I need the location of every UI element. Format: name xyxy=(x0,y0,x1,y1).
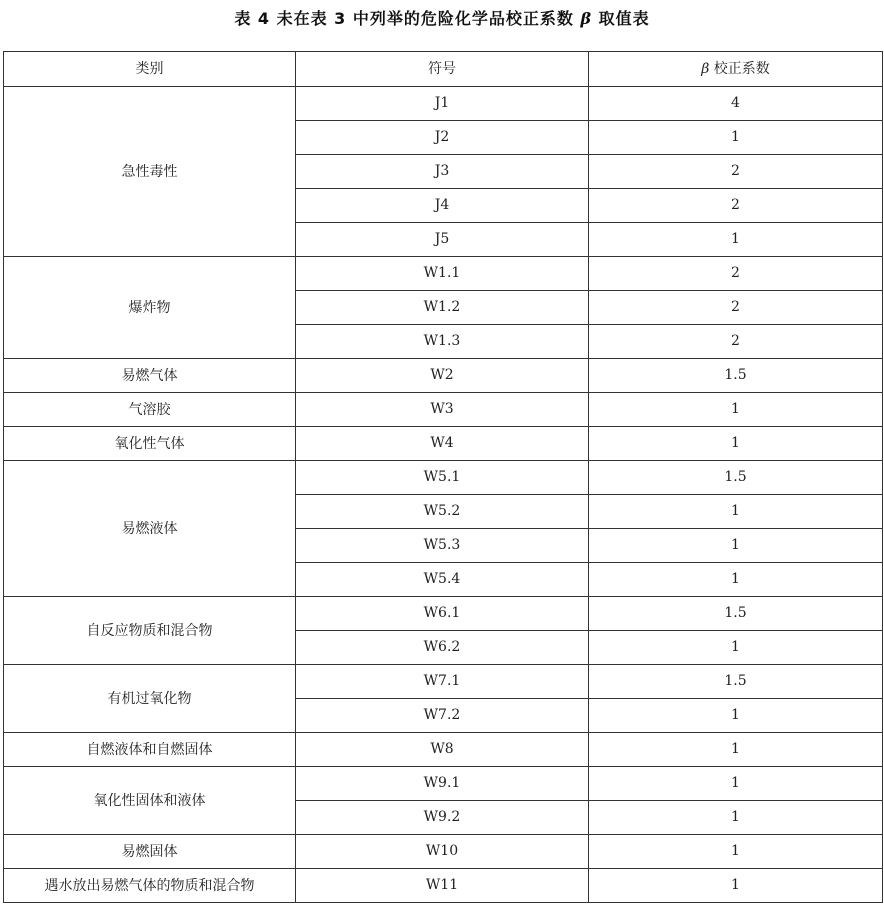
beta-value-cell: 1 xyxy=(589,427,883,461)
category-cell: 氧化性固体和液体 xyxy=(4,767,296,835)
symbol-cell: W8 xyxy=(296,733,589,767)
table-row xyxy=(4,257,883,291)
beta-value-cell: 1 xyxy=(589,563,883,597)
category-cell: 氧化性气体 xyxy=(4,427,296,461)
category-cell: 爆炸物 xyxy=(4,257,296,359)
beta-value-cell: 2 xyxy=(589,257,883,291)
table-row xyxy=(4,869,883,903)
beta-value-cell: 1.5 xyxy=(589,665,883,699)
symbol-cell: W3 xyxy=(296,393,589,427)
symbol-cell: J4 xyxy=(296,189,589,223)
header-beta-factor xyxy=(589,52,883,87)
category-cell: 有机过氧化物 xyxy=(4,665,296,733)
symbol-cell: J2 xyxy=(296,121,589,155)
symbol-cell: J3 xyxy=(296,155,589,189)
beta-value-cell: 2 xyxy=(589,291,883,325)
beta-value-cell: 2 xyxy=(589,155,883,189)
symbol-cell: W5.3 xyxy=(296,529,589,563)
symbol-cell: J5 xyxy=(296,223,589,257)
symbol-cell: J1 xyxy=(296,87,589,121)
correction-factor-table xyxy=(3,51,883,903)
beta-value-cell: 1.5 xyxy=(589,461,883,495)
symbol-cell: W5.1 xyxy=(296,461,589,495)
beta-value-cell: 1 xyxy=(589,631,883,665)
symbol-cell: W6.2 xyxy=(296,631,589,665)
table-row xyxy=(4,835,883,869)
table-row xyxy=(4,427,883,461)
symbol-cell: W7.1 xyxy=(296,665,589,699)
header-beta-label: 校正系数 xyxy=(713,61,770,77)
beta-value-cell: 1 xyxy=(589,393,883,427)
caption-prefix: 表 4 未在表 3 中列举的危险化学品校正系数 xyxy=(234,9,574,28)
beta-value-cell: 1 xyxy=(589,767,883,801)
beta-value-cell: 1 xyxy=(589,835,883,869)
beta-value-cell: 1 xyxy=(589,733,883,767)
beta-value-cell: 1.5 xyxy=(589,597,883,631)
symbol-cell: W11 xyxy=(296,869,589,903)
caption-suffix: 取值表 xyxy=(598,9,650,28)
table-body xyxy=(4,87,883,903)
caption-beta-symbol: β xyxy=(580,9,593,28)
category-cell: 易燃气体 xyxy=(4,359,296,393)
table-row xyxy=(4,597,883,631)
beta-value-cell: 1 xyxy=(589,495,883,529)
symbol-cell: W6.1 xyxy=(296,597,589,631)
beta-value-cell: 4 xyxy=(589,87,883,121)
table-caption xyxy=(0,6,884,29)
category-cell: 易燃固体 xyxy=(4,835,296,869)
header-symbol: 符号 xyxy=(296,52,589,87)
category-cell: 自燃液体和自燃固体 xyxy=(4,733,296,767)
symbol-cell: W4 xyxy=(296,427,589,461)
symbol-cell: W9.1 xyxy=(296,767,589,801)
beta-value-cell: 2 xyxy=(589,325,883,359)
beta-value-cell: 1 xyxy=(589,529,883,563)
header-category: 类别 xyxy=(4,52,296,87)
table-row xyxy=(4,87,883,121)
category-cell: 急性毒性 xyxy=(4,87,296,257)
category-cell: 遇水放出易燃气体的物质和混合物 xyxy=(4,869,296,903)
beta-value-cell: 1 xyxy=(589,869,883,903)
table-row xyxy=(4,665,883,699)
table-header-row xyxy=(4,52,883,87)
header-beta-symbol: β xyxy=(701,61,710,77)
table-row xyxy=(4,359,883,393)
symbol-cell: W10 xyxy=(296,835,589,869)
category-cell: 气溶胶 xyxy=(4,393,296,427)
symbol-cell: W2 xyxy=(296,359,589,393)
beta-value-cell: 1 xyxy=(589,223,883,257)
beta-value-cell: 2 xyxy=(589,189,883,223)
category-cell: 自反应物质和混合物 xyxy=(4,597,296,665)
symbol-cell: W9.2 xyxy=(296,801,589,835)
table-row xyxy=(4,393,883,427)
table-row xyxy=(4,767,883,801)
table-row xyxy=(4,733,883,767)
symbol-cell: W5.4 xyxy=(296,563,589,597)
symbol-cell: W1.1 xyxy=(296,257,589,291)
symbol-cell: W5.2 xyxy=(296,495,589,529)
symbol-cell: W7.2 xyxy=(296,699,589,733)
symbol-cell: W1.3 xyxy=(296,325,589,359)
beta-value-cell: 1 xyxy=(589,699,883,733)
beta-value-cell: 1 xyxy=(589,121,883,155)
beta-value-cell: 1 xyxy=(589,801,883,835)
symbol-cell: W1.2 xyxy=(296,291,589,325)
category-cell: 易燃液体 xyxy=(4,461,296,597)
table-row xyxy=(4,461,883,495)
beta-value-cell: 1.5 xyxy=(589,359,883,393)
